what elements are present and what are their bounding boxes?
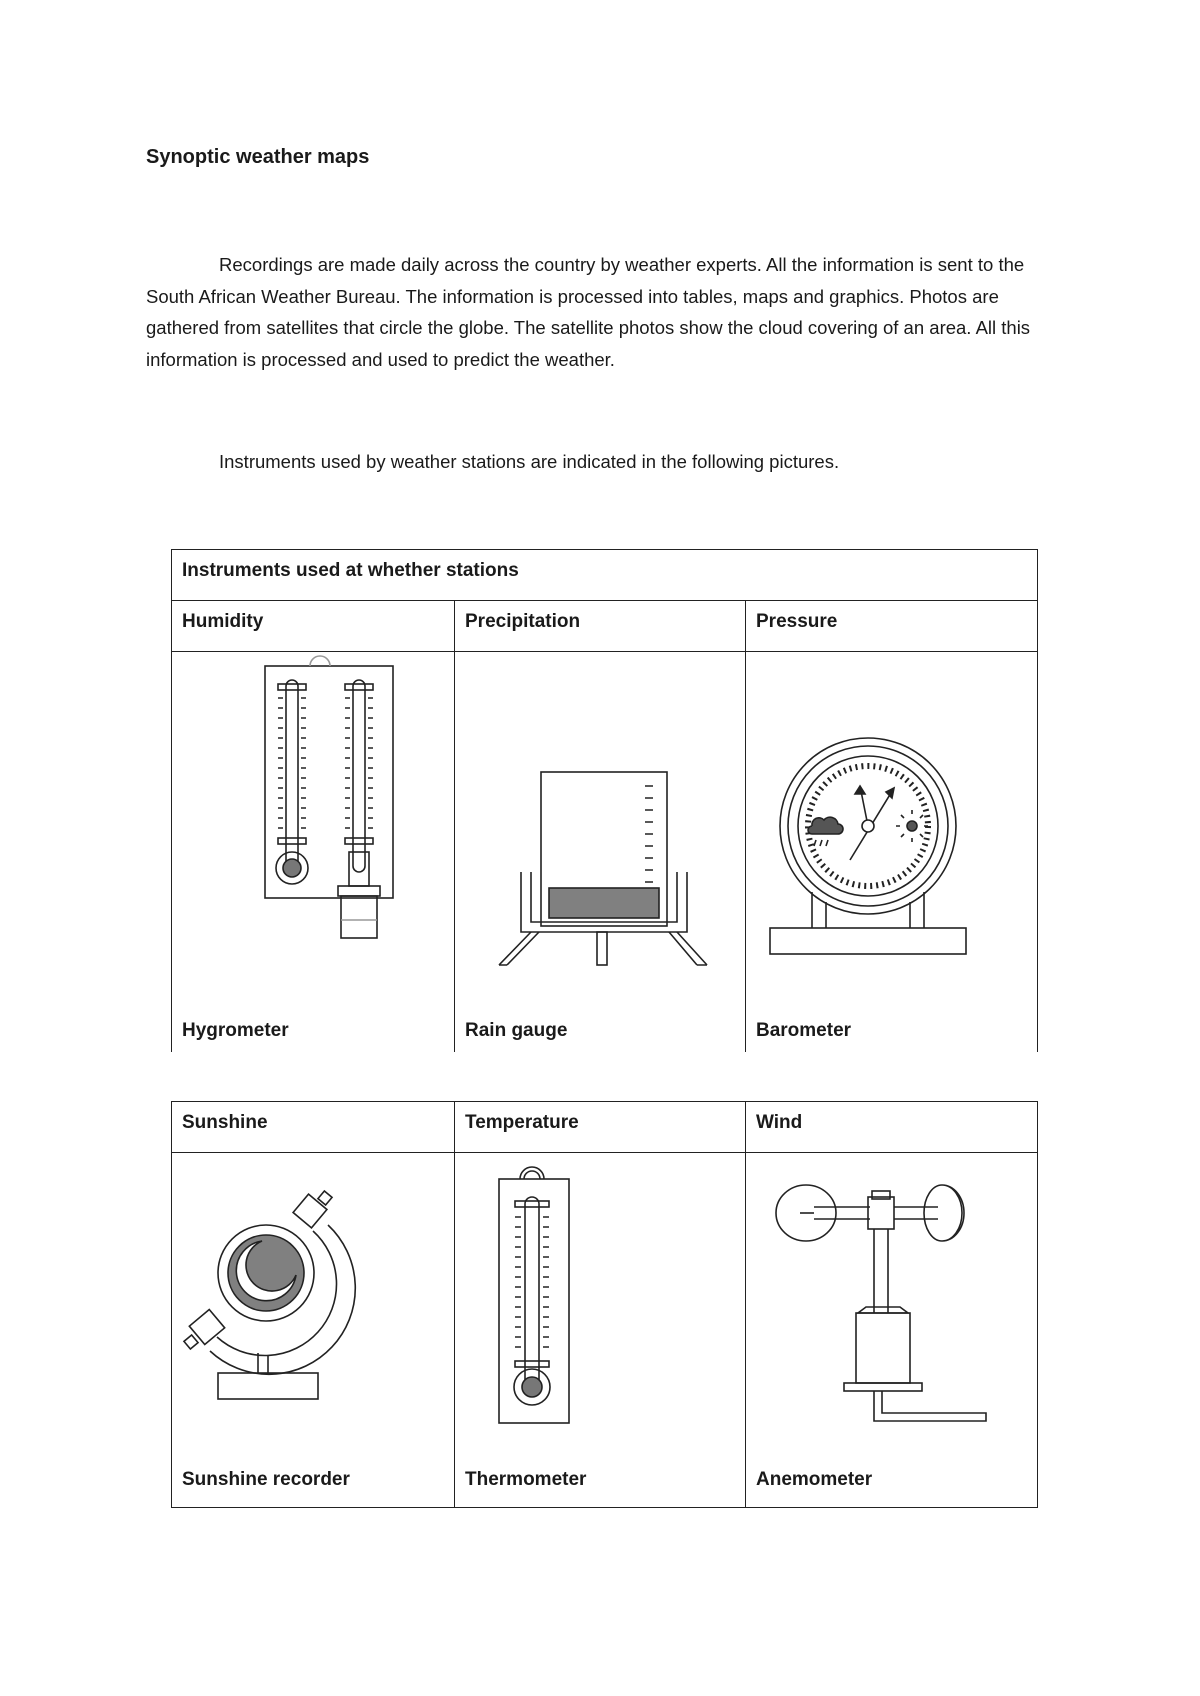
barometer-icon bbox=[764, 732, 974, 962]
anemometer-cell bbox=[746, 1153, 1038, 1508]
column-header-sunshine: Sunshine bbox=[172, 1102, 455, 1153]
caption-sunshine-recorder: Sunshine recorder bbox=[182, 1469, 350, 1490]
barometer-cell bbox=[746, 652, 1038, 1053]
column-header-precipitation: Precipitation bbox=[455, 601, 746, 652]
caption-hygrometer: Hygrometer bbox=[182, 1020, 289, 1041]
table-heading: Instruments used at whether stations bbox=[172, 550, 1038, 601]
instruments-table-1 bbox=[171, 549, 1038, 1052]
caption-anemometer: Anemometer bbox=[756, 1469, 873, 1490]
caption-rain-gauge: Rain gauge bbox=[465, 1020, 568, 1041]
thermometer-cell bbox=[455, 1153, 746, 1508]
column-header-wind: Wind bbox=[746, 1102, 1038, 1153]
page-title: Synoptic weather maps bbox=[146, 146, 370, 168]
intro-paragraph: Recordings are made daily across the country by weather experts. All the information is sent to the South African Weather Bureau. The information is processed into tables, maps and graphics. Photos are gathered from satellites that circle the globe. The satellite photos show the cloud covering of an area. All this information is processed and used to predict the weather. bbox=[146, 254, 1031, 370]
sunshine-recorder-cell bbox=[172, 1153, 455, 1508]
column-header-temperature: Temperature bbox=[455, 1102, 746, 1153]
caption-thermometer: Thermometer bbox=[465, 1469, 587, 1490]
instruments-paragraph: Instruments used by weather stations are indicated in the following pictures. bbox=[219, 451, 840, 472]
rain-gauge-cell bbox=[455, 652, 746, 1053]
thermometer-icon bbox=[473, 1165, 583, 1427]
rain-gauge-icon bbox=[475, 762, 725, 972]
column-header-humidity: Humidity bbox=[172, 601, 455, 652]
hygrometer-icon bbox=[212, 652, 422, 962]
anemometer-icon bbox=[766, 1181, 1006, 1431]
hygrometer-cell bbox=[172, 652, 455, 1053]
sunshine-recorder-icon bbox=[178, 1189, 378, 1415]
caption-barometer: Barometer bbox=[756, 1020, 852, 1041]
column-header-pressure: Pressure bbox=[746, 601, 1038, 652]
instruments-table-2 bbox=[171, 1101, 1038, 1508]
